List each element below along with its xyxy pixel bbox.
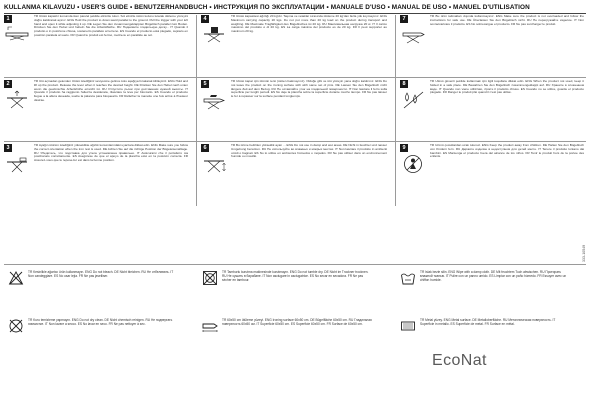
step-5 <box>201 80 389 140</box>
illustration-height-adjust-icon <box>202 153 227 175</box>
step-text: TR Bu ürün talimatları dışında kullanmayınız. ENG Make sure the product is not overloaded and follow the instructions for safe use. DE Überlasten Sie den Bügeltisch nicht. RU Не перегружайте изделие. IT Non sovraccaricare il prodotto. ES No sobrecargue el producto. FR Ne pas surcharger le produit. <box>430 15 584 26</box>
care-text: TR Islak bezle silin. ENG Wipe with a damp cloth. DE Mit feuchtem Tuch abwischen. RU Протирать влажной тканью. IT Pulire con un panno umido. ES Limpiar con un paño húmedo. FR Essuyer avec un chiffon humide. <box>420 270 567 283</box>
divider <box>4 141 586 142</box>
brand-logo: EcoNat <box>432 352 487 369</box>
illustration-iron-rest-icon <box>202 89 227 111</box>
divider <box>395 15 396 206</box>
illustration-weight-icon <box>202 24 227 46</box>
wipe-clean-icon <box>400 270 416 286</box>
step-text: TR Ütüsü güvenli şekilde kullanmak için ilgili koşullara dikkat edin. ENG When the product not used, keep it folded in a safe place. DE Bewahren Sie den Bügeltisch zusammengeklappt auf. RU Храните в сложенном виде. IT Quando non viene utilizzato, riporre il prodotto chiuso. ES Cuando no se utilice, guarde el producto plegado. FR Ranger le produit plié quand il n'est pas utilisé. <box>430 80 584 95</box>
no-tumble-dry-icon <box>202 270 218 286</box>
step-9 <box>400 144 586 206</box>
step-8 <box>400 80 586 140</box>
metal-surface-icon <box>400 318 416 334</box>
step-number: 5 <box>201 80 209 88</box>
step-number: 4 <box>201 15 209 23</box>
illustration-folded-board-icon <box>5 24 30 46</box>
care-text: TR Metal yüzey. ENG Metal surface. DE Metalloberfläche. RU Металлическая поверхность. IT Superficie in metallo. ES Superficie de metal. FR Surface en métal. <box>420 318 556 327</box>
step-number: 2 <box>4 80 12 88</box>
illustration-iron-rest-position-icon <box>5 153 30 175</box>
care-text: TR 60x50 cm ütüleme yüzeyi. ENG Ironing surface 60x50 cm. DE Bügelfläche 60x50 cm. RU Гладильная поверхность 60x50 см. IT Superficie 60x50 cm. ES Superficie 60x50 cm. FR Surface de 60x50 cm. <box>222 318 372 327</box>
step-number: 6 <box>201 144 209 152</box>
step-6 <box>201 144 389 206</box>
care-text: TR Kesinlikle ağartıcı ürün kullanmayın. ENG Do not bleach. DE Nicht bleichen. RU Не отбеливать. IT Non candeggiare. ES No usar lejía. FR Ne pas javelliser. <box>28 270 174 279</box>
step-4 <box>201 15 389 76</box>
step-number: 3 <box>4 144 12 152</box>
divider <box>196 15 197 206</box>
step-1 <box>4 15 190 76</box>
ironing-surface-icon <box>202 318 218 334</box>
manual-title: KULLANMA KILAVUZU • USER'S GUIDE • BENUTZERHANDBUCH • ИНСТРУКЦИЯ ПО ЭКСПЛУАТАЦИИ • MANUALE D'USO • MANUAL DE USO • MANUEL D'UTILISATION <box>4 4 586 14</box>
step-2 <box>4 80 190 140</box>
divider <box>4 264 586 265</box>
illustration-child-warning-icon <box>401 153 426 175</box>
step-3 <box>4 144 190 206</box>
step-text: TR Ütüsü kapar için ütünün tersi (üstten bakmayınız). Olduğu gibi ve ütü yüzeyin yana doğru kaldırınız. ENG Do not leave the product on the ironing surface with with same set of pins. DE Lassen Sie den Bügeltisch nicht längere Zeit auf dem Bezug. RU Не оставляйте утюг на гладильной поверхности. IT Non lasciare il ferro sulla superficie per lunghi periodi. ES No deje la plancha sobre la superficie durante mucho tiempo. FR Ne pas laisser le fer à repasser sur la surface pendant longtemps. <box>231 80 387 99</box>
step-text: TR Ürünü çocuklardan uzak tutunuz. ENG Keep the product away from children. DE Halten Sie den Bügeltisch von Kindern fern. RU Держите изделие в недоступном для детей месте. IT Tenere il prodotto lontano dai bambini. ES Mantenga el producto fuera del alcance de los niños. FR Tenir le produit hors de la portée des enfants. <box>430 144 584 159</box>
step-text: TR Ütüsü kapatılır konumda iken parelel şekilde elinizde tutun. Sol elinizle üstün kolunu tutarak ütüleme yüzeyini doğru kaldırarak açınız. ENG Hold the product to down-ward parallel to the ground. Pull the trigger with your left hand and open it while adjusting it up. DE Legen Sie den zusammengeklappten Bügeltisch parallel zum Boden. Drücken Sie den Hebel und hebeln Sie die Arbeitsfläche. RU Поднимите гладильную доску... IT Quando il prodotto è in posizione chiusa, sostenerlo parallelo al terreno. ES Cuando el producto está plegado, sujételo en posición paralela al suelo. FR Quand le produit est fermé, mettre-le en parallèle au sol. <box>34 15 188 37</box>
no-bleach-icon <box>8 270 24 286</box>
step-7 <box>400 15 586 76</box>
step-text: TR Ütüsü kapasitesi ağırlığı 20 kg'dır. Taşıma ve vetaklar sırasında ütüleme 20 kg'dan fazla yük koymayınız. ENG Maximum carrying capacity 20 kgs. Do not put more than 20 kg load on the product during transport and weighing. DE Maximale Tragfähigkeit des Bügeltisches ist 20 kg. RU Максимальная нагрузка 20 кг. IT Il carico massimo del prodotto è di 20 kg. ES La carga máxima del producto es de 20 kg. FR Il peut supporter au maximum 20 kg. <box>231 15 387 34</box>
illustration-damp-warning-icon <box>401 89 426 111</box>
care-text: TR Tamburlu kurutma makinesinde kurutmayın. ENG Do not tumble dry. DE Nicht im Trockner trocknen. RU Не сушить в барабане. IT Non asciugare in asciugatrice. ES No secar en secadora. FR Ne pas sécher en tambour. <box>222 270 369 283</box>
divider <box>4 77 586 78</box>
document-code: 333-10549 <box>582 244 586 262</box>
step-text: TR Ütü açmadan gelenden Ütüsü istediğiniz seviyesine gelince kolu aşağıya bırakarak kilitleyiniz. ENG Hold and lift up the product. Release the lever when it reaches the desired height. DE Drücken Sie den Hebel nach unten wenn die gewünschte Arbeitshöhe erreicht ist. RU Отпустите рычаг при достижении нужной высоты. IT Quando il prodotto ha raggiunto l'altezza desiderata, rilasciare la leva per bloccarlo. ES Cuando el producto llegue a la altura deseada, suelte la palanca para bloquearlo. FR Relâcher la manette une fois arrivé à l'hauteur désirée. <box>34 80 188 102</box>
care-text: TR Kuru temizleme yapmayın. ENG Do not dry clean. DE Nicht chemisch reinigen. RU Не подвергать химчистке. IT Non lavare a secco. ES No lavar en seco. FR Ne pas nettoyer à sec. <box>28 318 173 327</box>
step-number: 8 <box>400 80 408 88</box>
step-text: TR Ayağın ütünün istediğiniz yükseklikte ağırlık konumlarındaki uyarılara dikkat edin. ENG Make sure you follow the correct orientation when the iron rest is used. DE Achten Sie auf die richtige Position der Bügeleisenablage. RU Убедитесь, что подставка для утюга установлена правильно. IT Assicurarsi che il portaferro sia posizionato correttamente. ES Asegúrese de que el apoyo de la plancha esté en la posición correcta. FR Assurez-vous que le repose-fer est dans la bonne position. <box>34 144 188 163</box>
illustration-lift-board-icon <box>5 89 30 111</box>
step-number: 9 <box>400 144 408 152</box>
step-text: TR Bu ürüne belirtilen yükseklik ayarı ... ENG Do not use in damp and wet areas. DE Nicht in feuchter und nasser Umgebung benutzen. RU Не используйте во влажных и мокрых местах. IT Non lasciare il prodotto in ambienti umidi o bagnati. ES No lo utilice en ambientes húmedos o mojados. FR Ne pas utiliser dans un environnement humide ou mouillé. <box>231 144 387 159</box>
illustration-board-icon <box>401 24 426 46</box>
no-dry-clean-icon <box>8 318 24 334</box>
step-number: 7 <box>400 15 408 23</box>
step-number: 1 <box>4 15 12 23</box>
